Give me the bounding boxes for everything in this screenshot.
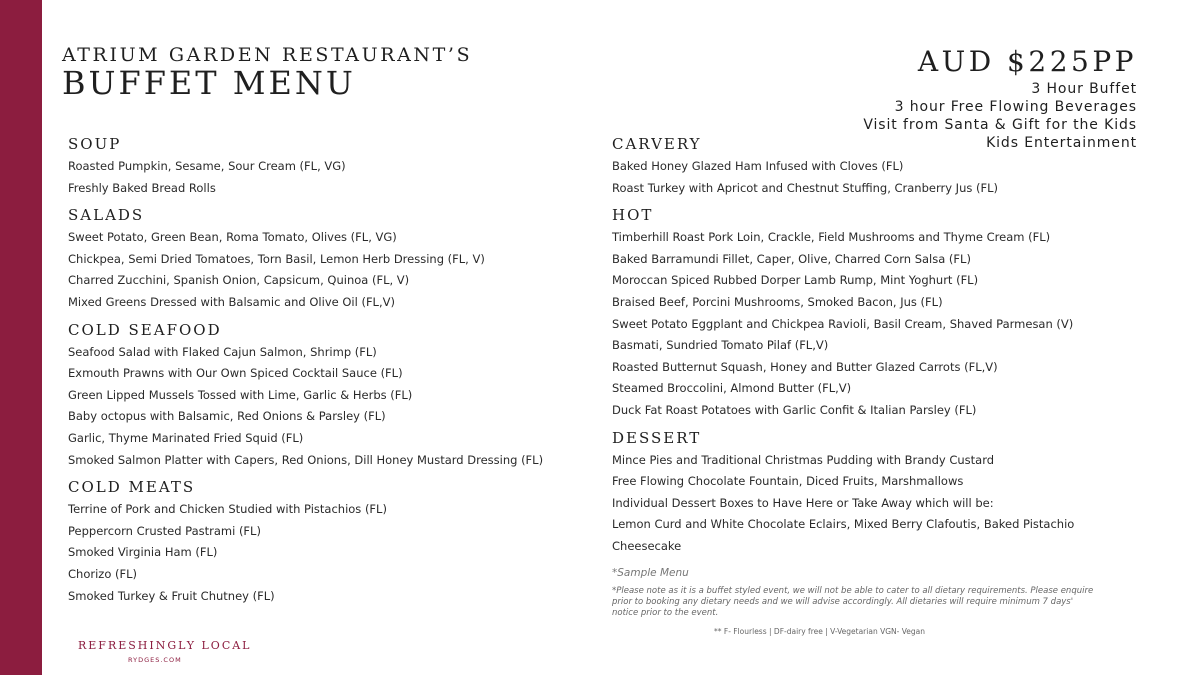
dietary-legend: ** F- Flourless | DF-dairy free | V-Vegetarian VGN- Vegan <box>714 627 925 636</box>
left-column <box>68 128 588 607</box>
menu-item: Duck Fat Roast Potatoes with Garlic Confit & Italian Parsley (FL) <box>612 402 977 417</box>
brand-website: RYDGES.COM <box>128 656 182 664</box>
menu-item: Baked Barramundi Fillet, Caper, Olive, Charred Corn Salsa (FL) <box>612 251 971 266</box>
sample-menu-note: *Sample Menu <box>612 566 689 579</box>
menu-item: Baked Honey Glazed Ham Infused with Cloves (FL) <box>612 159 904 173</box>
section-title-hot: HOT <box>612 206 654 225</box>
menu-item: Chickpea, Semi Dried Tomatoes, Torn Basil, Lemon Herb Dressing (FL, V) <box>68 251 485 266</box>
perk-item: Visit from Santa & Gift for the Kids <box>863 117 1137 133</box>
price: AUD $225PP <box>917 45 1137 78</box>
brand-side-bar <box>0 0 42 675</box>
menu-item: Basmati, Sundried Tomato Pilaf (FL,V) <box>612 338 829 353</box>
section-title-dessert: DESSERT <box>612 428 702 447</box>
perk-item: 3 hour Free Flowing Beverages <box>894 99 1137 115</box>
perk-item: Kids Entertainment <box>986 135 1137 151</box>
dietary-notice-line: *Please note as it is a buffet styled event, we will not be able to cater to all dietary requirements. Please enquire <box>612 585 1094 596</box>
right-column <box>612 128 1132 619</box>
menu-item: Cheesecake <box>612 538 682 553</box>
menu-item: Smoked Turkey & Fruit Chutney (FL) <box>68 588 275 603</box>
page-title: BUFFET MENU <box>62 64 356 102</box>
menu-item: Mixed Greens Dressed with Balsamic and Olive Oil (FL,V) <box>68 294 395 309</box>
section-title-cold-meats: COLD MEATS <box>68 478 196 497</box>
menu-item: Roast Turkey with Apricot and Chestnut Stuffing, Cranberry Jus (FL) <box>612 180 999 195</box>
menu-item: Roasted Butternut Squash, Honey and Butter Glazed Carrots (FL,V) <box>612 359 998 374</box>
brand-tagline: REFRESHINGLY LOCAL <box>78 639 252 652</box>
restaurant-name: ATRIUM GARDEN RESTAURANT’S <box>62 44 473 66</box>
menu-item: Smoked Salmon Platter with Capers, Red Onions, Dill Honey Mustard Dressing (FL) <box>68 452 544 467</box>
menu-item: Timberhill Roast Pork Loin, Crackle, Field Mushrooms and Thyme Cream (FL) <box>612 230 1051 245</box>
menu-item: Sweet Potato Eggplant and Chickpea Ravioli, Basil Cream, Shaved Parmesan (V) <box>612 316 1074 331</box>
menu-item: Sweet Potato, Green Bean, Roma Tomato, Olives (FL, VG) <box>68 230 397 245</box>
menu-item: Freshly Baked Bread Rolls <box>68 180 216 195</box>
menu-item: Baby octopus with Balsamic, Red Onions & Parsley (FL) <box>68 409 386 424</box>
menu-item: Green Lipped Mussels Tossed with Lime, Garlic & Herbs (FL) <box>68 387 413 402</box>
menu-item: Exmouth Prawns with Our Own Spiced Cocktail Sauce (FL) <box>68 366 403 381</box>
menu-item: Moroccan Spiced Rubbed Dorper Lamb Rump, Mint Yoghurt (FL) <box>612 273 979 288</box>
dietary-notice-line: prior to booking any dietary needs and we will advise accordingly. All dietaries will require minimum 7 days' <box>612 596 1074 607</box>
menu-item: Terrine of Pork and Chicken Studied with Pistachios (FL) <box>68 502 387 517</box>
menu-item: Smoked Virginia Ham (FL) <box>68 545 218 560</box>
menu-item: Seafood Salad with Flaked Cajun Salmon, Shrimp (FL) <box>68 344 377 359</box>
menu-item: Mince Pies and Traditional Christmas Pudding with Brandy Custard <box>612 452 995 467</box>
menu-item: Steamed Broccolini, Almond Butter (FL,V) <box>612 381 852 396</box>
section-title-soup: SOUP <box>68 135 122 153</box>
section-title-salads: SALADS <box>68 206 145 225</box>
menu-item: Lemon Curd and White Chocolate Eclairs, Mixed Berry Clafoutis, Baked Pistachio <box>612 517 1075 532</box>
dietary-notice <box>612 586 1112 619</box>
section-title-carvery: CARVERY <box>612 135 702 153</box>
menu-item: Individual Dessert Boxes to Have Here or Take Away which will be: <box>612 495 994 510</box>
menu-item: Peppercorn Crusted Pastrami (FL) <box>68 523 261 538</box>
menu-item: Garlic, Thyme Marinated Fried Squid (FL) <box>68 430 304 445</box>
dietary-notice-line: notice prior to the event. <box>612 607 719 618</box>
menu-item: Braised Beef, Porcini Mushrooms, Smoked Bacon, Jus (FL) <box>612 294 943 309</box>
section-title-cold-seafood: COLD SEAFOOD <box>68 320 222 339</box>
perk-item: 3 Hour Buffet <box>1031 81 1137 97</box>
menu-item: Roasted Pumpkin, Sesame, Sour Cream (FL, VG) <box>68 159 346 173</box>
menu-item: Charred Zucchini, Spanish Onion, Capsicum, Quinoa (FL, V) <box>68 273 410 288</box>
menu-item: Chorizo (FL) <box>68 566 137 581</box>
menu-item: Free Flowing Chocolate Fountain, Diced Fruits, Marshmallows <box>612 474 964 489</box>
